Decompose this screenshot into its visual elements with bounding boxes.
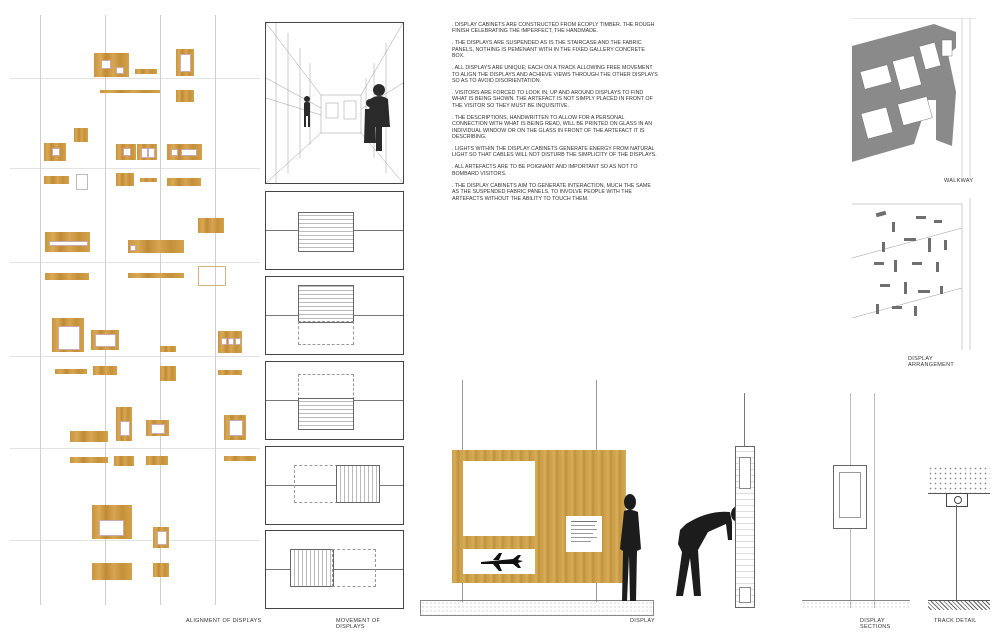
display-ghost xyxy=(332,549,376,587)
alignment-panel xyxy=(0,0,262,643)
display-cabinet-plan xyxy=(218,370,242,375)
display-ghost xyxy=(294,465,338,503)
movement-diagram-2 xyxy=(265,276,404,355)
suspension-cable xyxy=(462,380,463,450)
display-cabinet-elevation xyxy=(153,527,169,548)
display-window xyxy=(221,338,227,345)
section-window xyxy=(739,587,751,603)
movement-diagram-5 xyxy=(265,530,404,609)
display-window xyxy=(116,67,124,74)
note-item: . ALL ARTEFACTS ARE TO BE POIGNANT AND IMPORTANT SO AS NOT TO BOMBARD VISITORS. xyxy=(452,164,638,177)
suspension-cable xyxy=(596,582,597,602)
note-item: . LIGHTS WITHIN THE DISPLAY CABINETS GENERATE ENERGY FROM NATURAL LIGHT SO THAT CABLES WILL NOT DISTURB THE SIMPLICITY OF THE DISPLAYS. xyxy=(452,146,657,159)
movement-diagram-3 xyxy=(265,361,404,440)
display-cabinet-elevation xyxy=(224,415,246,440)
display-window xyxy=(120,421,130,436)
note-item: . THE DISPLAYS ARE SUSPENDED AS IS THE STAIRCASE AND THE FABRIC PANELS, NOTHING IS PEMENANT WITH IN THE FIXED GALLERY CONCRETE BOX. xyxy=(452,40,645,60)
label-display: DISPLAY xyxy=(630,618,655,624)
human-silhouette-icon xyxy=(616,493,646,603)
display-cabinet-elevation xyxy=(198,218,224,233)
display-cabinet-plan xyxy=(93,366,117,375)
display-cabinet-plan xyxy=(45,273,89,280)
display-cabinet-elevation xyxy=(52,318,84,352)
display-window xyxy=(228,338,234,345)
display-cabinet-plan xyxy=(290,549,334,587)
display-cabinet-elevation xyxy=(128,240,184,253)
description-text-line xyxy=(571,525,595,526)
display-window xyxy=(49,241,88,246)
display-cabinet-plan xyxy=(336,465,380,503)
perspective-drawing xyxy=(266,23,403,183)
description-text-line xyxy=(571,541,591,542)
display-cabinet-elevation xyxy=(137,144,157,160)
display-cabinet-outline xyxy=(198,266,226,286)
label-track-detail: TRACK DETAIL xyxy=(934,618,977,624)
gallery-perspective xyxy=(265,22,404,184)
movement-panel xyxy=(262,0,407,643)
display-cabinet-plan xyxy=(298,285,354,323)
label-alignment: ALIGNMENT OF DISPLAYS xyxy=(186,618,262,624)
display-cabinet-plan xyxy=(70,457,108,463)
display-elevation xyxy=(420,380,660,643)
display-cabinet-elevation xyxy=(116,144,136,160)
note-item: . ALL DISPLAYS ARE UNIQUE; EACH ON A TRACK ALLOWING FREE MOVEMENT TO ALIGN THE DISPLAYS AND ACHIEVE VIEWS THROUGH THE OTHER DISPLAYS SO AS TO AVOID DISORIENTATION. xyxy=(452,65,658,85)
display-sections xyxy=(732,393,912,643)
display-cabinet xyxy=(452,450,626,583)
display-arrangement-plan xyxy=(852,198,976,370)
display-cabinet-plan xyxy=(298,212,354,252)
display-cabinet-elevation xyxy=(91,330,119,350)
description-panel xyxy=(566,516,602,552)
display-ghost xyxy=(298,321,354,345)
note-item: . THE DESCRIPTIONS, HANDWRITTEN TO ALLOW FOR A PERSONAL CONNECTION WITH WHAT IS BEING READ, WILL BE PRINTED ON GLASS IN AN INDIVIDUAL WINDOW OR ON THE GLASS IN FRONT OF THE ARTEFACT IT IS DESCRIBING. xyxy=(452,114,653,141)
walkway-plan-drawing xyxy=(852,18,976,178)
section-window xyxy=(739,457,751,489)
display-window xyxy=(95,334,116,347)
display-window xyxy=(235,338,241,345)
display-section-tall xyxy=(735,446,755,608)
description-text-line xyxy=(571,537,597,538)
display-cabinet-plan xyxy=(160,346,176,352)
display-cabinet-plan xyxy=(298,398,354,430)
display-cabinet-plan xyxy=(176,90,194,102)
human-silhouette xyxy=(304,84,390,151)
grid-line xyxy=(215,15,216,605)
suspension-cable xyxy=(956,505,957,600)
grid-line xyxy=(10,78,260,79)
display-cabinet-plan xyxy=(135,69,157,74)
movement-diagram-4 xyxy=(265,446,404,525)
display-window xyxy=(123,148,131,156)
label-display-arrangement: DISPLAY ARRANGEMENT xyxy=(908,356,955,368)
display-window xyxy=(52,148,60,156)
display-window xyxy=(463,461,535,536)
display-cabinet-plan xyxy=(100,90,160,93)
display-window xyxy=(229,420,243,436)
movement-diagram-1 xyxy=(265,191,404,270)
track-wheel xyxy=(954,496,962,504)
section-window xyxy=(839,472,861,518)
track-detail xyxy=(928,466,990,643)
floor-slab xyxy=(928,600,990,610)
grid-line xyxy=(10,262,260,263)
display-window xyxy=(130,245,136,251)
display-cabinet-outline xyxy=(76,174,88,190)
display-cabinet-plan xyxy=(44,176,69,184)
aeroplane-icon xyxy=(463,549,535,574)
display-cabinet-plan xyxy=(153,563,169,577)
label-display-sections: DISPLAY SECTIONS xyxy=(860,618,891,630)
walkway-plan xyxy=(852,18,976,190)
display-cabinet-elevation xyxy=(92,505,132,539)
display-cabinet-elevation xyxy=(176,49,194,76)
ceiling-slab xyxy=(928,466,990,494)
display-cabinet-elevation xyxy=(44,143,66,161)
display-cabinet-plan xyxy=(140,178,157,182)
display-cabinet-elevation xyxy=(45,232,90,252)
grid-line xyxy=(10,168,260,169)
label-movement: MOVEMENT OF DISPLAYS xyxy=(336,618,381,630)
display-cabinet-plan xyxy=(92,563,132,580)
display-cabinet-plan xyxy=(55,369,87,374)
display-window xyxy=(141,148,148,158)
label-walkway: WALKWAY xyxy=(944,178,974,184)
display-window xyxy=(101,60,111,69)
display-window xyxy=(58,326,80,350)
display-window xyxy=(157,531,167,545)
grid-line xyxy=(10,540,260,541)
grid-line xyxy=(160,15,161,605)
display-cabinet-elevation xyxy=(146,420,169,436)
display-window xyxy=(99,520,124,536)
suspension-cable xyxy=(462,582,463,602)
display-cabinet-plan xyxy=(116,173,134,186)
display-cabinet-plan xyxy=(167,178,201,186)
display-cabinet-elevation xyxy=(94,53,129,77)
description-text-line xyxy=(571,521,597,522)
display-cabinet-elevation xyxy=(167,144,202,160)
arrangement-plan-drawing xyxy=(852,198,976,350)
design-notes xyxy=(452,22,658,208)
description-text-line xyxy=(571,529,597,530)
display-window xyxy=(171,149,178,156)
suspension-cable xyxy=(874,393,875,608)
display-window xyxy=(148,148,155,158)
display-window xyxy=(463,549,535,574)
note-item: . DISPLAY CABINETS ARE CONSTRUCTED FROM ECOPLY TIMBER. THE ROUGH FINISH CELEBRATING THE IMPERFECT, THE HANDMADE. xyxy=(452,22,655,35)
ground-slab xyxy=(802,600,910,609)
display-cabinet-plan xyxy=(160,366,176,381)
grid-line xyxy=(40,15,41,605)
display-section-small xyxy=(833,465,867,529)
display-cabinet-elevation xyxy=(218,331,242,353)
display-cabinet-elevation xyxy=(70,431,108,442)
note-item: . VISITORS ARE FORCED TO LOOK IN, UP AND AROUND DISPLAYS TO FIND WHAT IS BEING SHOWN. THE ARTEFACT IS NOT SIMPLY PLACED IN FRONT OF THE VISITOR SO THEY MUST BE INQUISITIVE. xyxy=(452,90,653,109)
grid-line xyxy=(10,448,260,449)
description-text-line xyxy=(571,533,593,534)
display-window xyxy=(151,424,165,434)
display-cabinet-plan xyxy=(146,456,168,465)
display-cabinet-elevation xyxy=(116,407,132,441)
note-item: . THE DISPLAY CABINETS AIM TO GENERATE INTERACTION, MUCH THE SAME AS THE SUSPENDED FABRIC PANELS. TO INVOLVE PEOPLE WITH THE ARTEFACTS WITHOUT THE ABILITY TO TOUCH THEM. xyxy=(452,182,651,202)
suspension-cable xyxy=(596,380,597,450)
grid-line xyxy=(10,356,260,357)
display-cabinet-elevation xyxy=(74,128,88,142)
display-window xyxy=(181,149,197,156)
display-ghost xyxy=(298,374,354,400)
display-cabinet-plan xyxy=(224,456,256,461)
display-cabinet-plan xyxy=(114,456,134,466)
display-window xyxy=(180,54,191,72)
display-cabinet-plan xyxy=(128,273,184,278)
